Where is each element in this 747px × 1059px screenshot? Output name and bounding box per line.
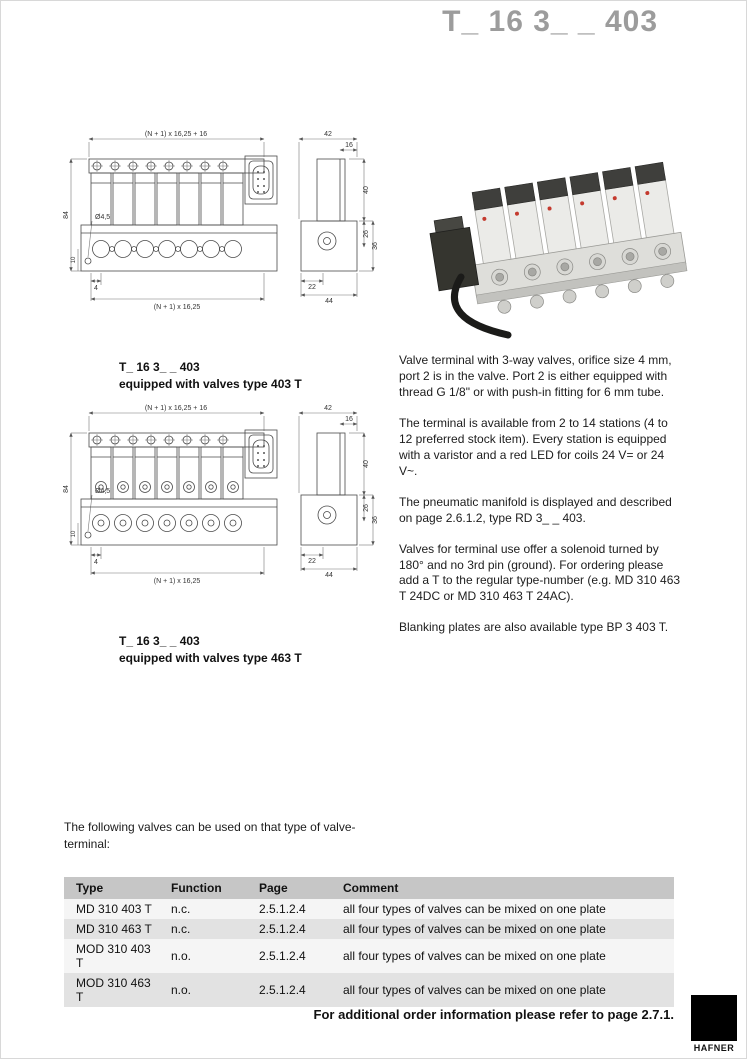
table-row	[64, 939, 674, 973]
dim-label-40: 40	[363, 460, 370, 468]
dimension-drawing-403t	[59, 129, 379, 351]
cell-type: MD 310 403 T	[64, 899, 159, 919]
cell-comment: all four types of valves can be mixed on one plate	[331, 939, 674, 973]
table-header-row	[64, 877, 674, 899]
dimension-drawing-463t	[59, 403, 379, 625]
dim-label-40: 40	[363, 186, 370, 194]
dim-label-4: 4	[94, 559, 98, 566]
dim-label-10: 10	[71, 256, 77, 264]
cell-type: MD 310 463 T	[64, 919, 159, 939]
dim-label-84: 84	[63, 485, 70, 493]
dim-label-16: 16	[345, 416, 353, 423]
cell-page: 2.5.1.2.4	[247, 939, 331, 973]
table-row	[64, 919, 674, 939]
drawing-caption-sub: equipped with valves type 463 T	[119, 650, 302, 665]
hafner-brand-label: HAFNER	[693, 1043, 735, 1053]
dim-label-26: 26	[363, 504, 370, 512]
column-header-type: Type	[64, 877, 159, 899]
valves-intro-text: The following valves can be used on that type of valve-terminal:	[64, 820, 356, 851]
description-column	[399, 353, 681, 651]
description-paragraph: The terminal is available from 2 to 14 stations (4 to 12 preferred stock item). Every station is equipped with a varistor and a red LED for coils 24 V= or 24 V~.	[399, 415, 668, 478]
dim-label-span-top: (N + 1) x 16,25 + 16	[144, 405, 208, 412]
cell-page: 2.5.1.2.4	[247, 973, 331, 1007]
cell-function: n.o.	[159, 939, 247, 973]
dim-label-hole: Ø4,5	[95, 488, 111, 495]
dim-label-26: 26	[363, 230, 370, 238]
description-paragraph: Valve terminal with 3-way valves, orifice size 4 mm, port 2 is in the valve. Port 2 is either equipped with thread G 1/8" or with push-in fitting for 6 mm tube.	[399, 353, 672, 399]
description-paragraph: The pneumatic manifold is displayed and described on page 2.6.1.2, type RD 3_ _ 403.	[399, 494, 672, 525]
table-row	[64, 899, 674, 919]
cell-type: MOD 310 403 T	[64, 939, 159, 973]
dim-label-span-bottom: (N + 1) x 16,25	[153, 304, 201, 311]
dim-label-span-bottom: (N + 1) x 16,25	[153, 578, 201, 585]
footer-order-note: For additional order information please refer to page 2.7.1.	[313, 1007, 674, 1022]
dim-label-36: 36	[372, 242, 379, 250]
dim-label-22: 22	[308, 284, 316, 291]
cell-function: n.c.	[159, 899, 247, 919]
dim-label-16: 16	[345, 142, 353, 149]
dim-label-10: 10	[71, 530, 77, 538]
drawing-caption-type: T_ 16 3_ _ 403	[119, 634, 200, 648]
valve-compatibility-table	[64, 877, 674, 1007]
column-header-function: Function	[159, 877, 247, 899]
drawing-caption-sub: equipped with valves type 403 T	[119, 376, 302, 391]
column-header-page: Page	[247, 877, 331, 899]
dim-label-36: 36	[372, 516, 379, 524]
cell-page: 2.5.1.2.4	[247, 919, 331, 939]
description-paragraph: Valves for terminal use offer a solenoid turned by 180° and no 3rd pin (ground). For ordering please add a T to the regular type-number (e.g. MD 310 463 T 24DC or MD 310 463 T 24AC).	[399, 541, 681, 604]
cell-function: n.c.	[159, 919, 247, 939]
dim-label-4: 4	[94, 285, 98, 292]
dim-label-84: 84	[63, 211, 70, 219]
dim-label-span-top: (N + 1) x 16,25 + 16	[144, 131, 208, 138]
dim-label-42: 42	[324, 405, 332, 412]
hafner-logo	[691, 995, 737, 1041]
connector-housing	[430, 227, 479, 291]
cell-comment: all four types of valves can be mixed on one plate	[331, 973, 674, 1007]
dim-label-44: 44	[325, 298, 333, 305]
product-photo	[413, 147, 713, 342]
table-row	[64, 973, 674, 1007]
dim-label-22: 22	[308, 558, 316, 565]
column-header-comment: Comment	[331, 877, 674, 899]
dim-label-42: 42	[324, 131, 332, 138]
dim-label-44: 44	[325, 572, 333, 579]
page-title: T_ 16 3_ _ 403	[442, 5, 658, 38]
cell-type: MOD 310 463 T	[64, 973, 159, 1007]
description-paragraph: Blanking plates are also available type BP 3 403 T.	[399, 620, 669, 635]
drawing-caption-403t	[119, 359, 302, 393]
dim-label-hole: Ø4,5	[95, 214, 111, 221]
cell-comment: all four types of valves can be mixed on one plate	[331, 919, 674, 939]
cell-comment: all four types of valves can be mixed on one plate	[331, 899, 674, 919]
drawing-caption-463t	[119, 633, 302, 667]
drawing-caption-type: T_ 16 3_ _ 403	[119, 360, 200, 374]
cell-page: 2.5.1.2.4	[247, 899, 331, 919]
cell-function: n.o.	[159, 973, 247, 1007]
